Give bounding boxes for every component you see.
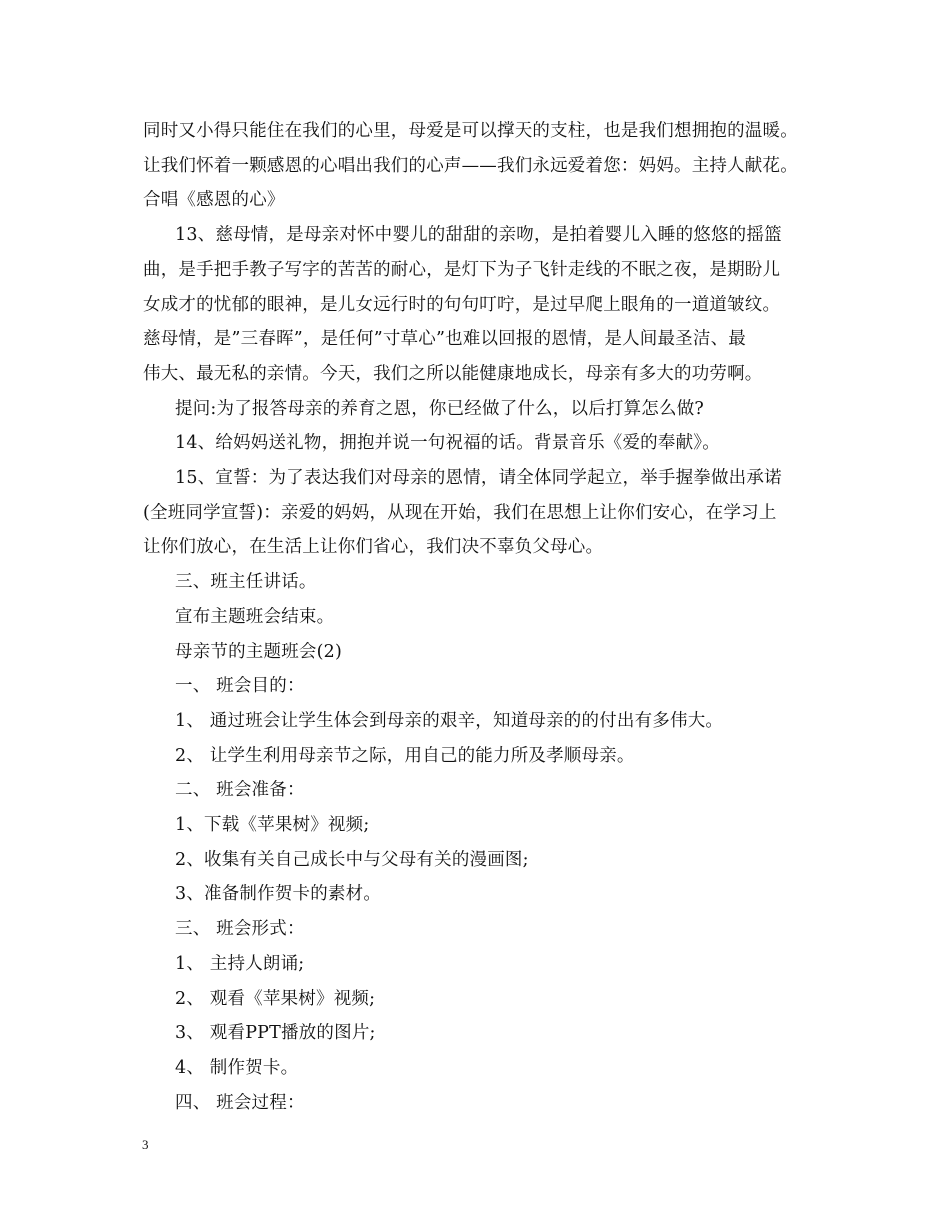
list-item: 1、 主持人朗诵; — [175, 953, 305, 974]
list-item: 3、 观看PPT播放的图片; — [175, 1023, 376, 1044]
text-line: 让你们放心，在生活上让你们省心，我们决不辜负父母心。 — [143, 537, 604, 558]
text-line: 宣布主题班会结束。 — [175, 606, 335, 627]
text-line: (全班同学宣誓)：亲爱的妈妈，从现在开始，我们在思想上让你们安心，在学习上 — [143, 502, 777, 523]
text-line: 13、慈母情，是母亲对怀中婴儿的甜甜的亲吻，是拍着婴儿入睡的悠悠的摇篮 — [175, 225, 782, 246]
list-item: 4、 制作贺卡。 — [175, 1057, 299, 1078]
list-item: 1、下载《苹果树》视频; — [175, 815, 370, 836]
list-item: 2、 让学生利用母亲节之际，用自己的能力所及孝顺母亲。 — [175, 745, 635, 766]
list-item: 1、 通过班会让学生体会到母亲的艰辛，知道母亲的的付出有多伟大。 — [175, 710, 724, 731]
text-line: 慈母情，是”三春晖”，是任何”寸草心”也难以回报的恩情，是人间最圣洁、最 — [143, 329, 746, 350]
text-line: 让我们怀着一颗感恩的心唱出我们的心声——我们永远爱着您：妈妈。主持人献花。 — [143, 155, 798, 176]
section-title: 母亲节的主题班会(2) — [175, 641, 342, 662]
section-heading: 三、班主任讲话。 — [175, 572, 317, 593]
section-heading: 三、 班会形式： — [175, 919, 305, 940]
text-line: 15、宣誓：为了表达我们对母亲的恩情，请全体同学起立，举手握拳做出承诺 — [175, 468, 782, 489]
text-line: 同时又小得只能住在我们的心里，母爱是可以撑天的支柱，也是我们想拥抱的温暖。 — [143, 121, 798, 141]
text-line: 合唱《感恩的心》 — [143, 190, 285, 211]
text-line: 伟大、最无私的亲情。今天，我们之所以能健康地成长，母亲有多大的功劳啊。 — [143, 363, 763, 384]
text-line: 女成才的忧郁的眼神，是儿女远行时的句句叮咛，是过早爬上眼角的一道道皱纹。 — [143, 294, 781, 315]
list-item: 3、准备制作贺卡的素材。 — [175, 884, 382, 905]
section-heading: 二、 班会准备： — [175, 780, 305, 801]
text-line: 曲，是手把手教子写字的苦苦的耐心，是灯下为子飞针走线的不眠之夜，是期盼儿 — [143, 259, 781, 280]
text-line: 14、给妈妈送礼物，拥抱并说一句祝福的话。背景音乐《爱的奉献》。 — [175, 433, 720, 454]
text-line: 提问:为了报答母亲的养育之恩，你已经做了什么，以后打算怎么做? — [175, 398, 704, 419]
section-heading: 四、 班会过程： — [175, 1092, 305, 1113]
document-body — [143, 114, 813, 1120]
page-number: 3 — [142, 1137, 149, 1152]
list-item: 2、收集有关自己成长中与父母有关的漫画图; — [175, 849, 529, 870]
list-item: 2、 观看《苹果树》视频; — [175, 988, 376, 1009]
section-heading: 一、 班会目的： — [175, 676, 305, 697]
